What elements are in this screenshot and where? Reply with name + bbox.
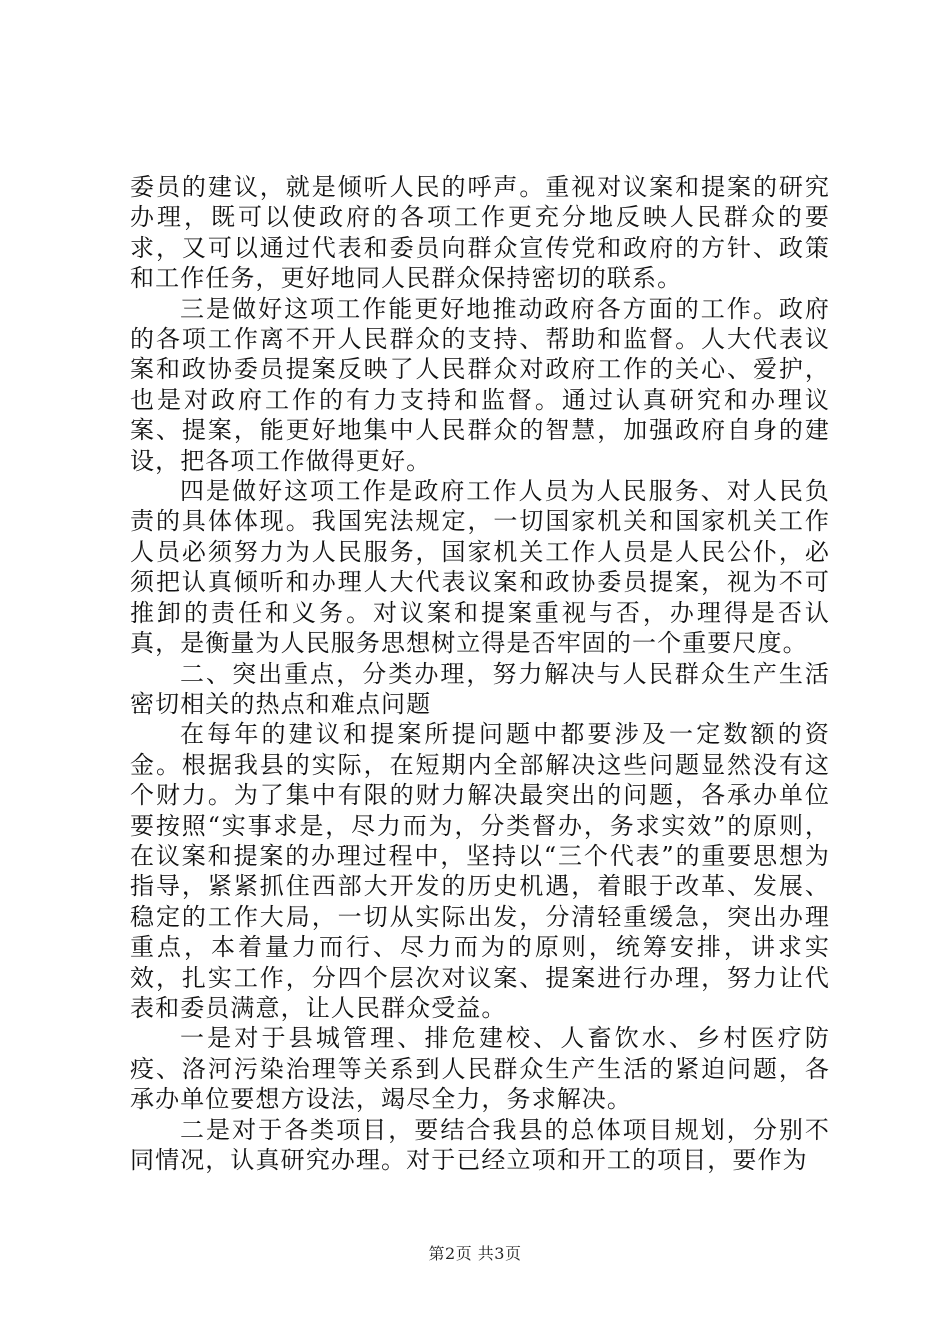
section-heading-two: 二、突出重点，分类办理，努力解决与人民群众生产生活密切相关的热点和难点问题 bbox=[130, 659, 830, 718]
paragraph-item-one: 一是对于县城管理、排危建校、人畜饮水、乡村医疗防疫、洛河污染治理等关系到人民群众生产生活的紧迫问题，各承办单位要想方设法，竭尽全力，务求解决。 bbox=[130, 1024, 830, 1114]
paragraph-point-four: 四是做好这项工作是政府工作人员为人民服务、对人民负责的具体体现。我国宪法规定，一切国家机关和国家机关工作人员必须努力为人民服务，国家机关工作人员是人民公仆，必须把认真倾听和办理人大代表议案和政协委员提案，视为不可推卸的责任和义务。对议案和提案重视与否，办理得是否认真，是衡量为人民服务思想树立得是否牢固的一个重要尺度。 bbox=[130, 477, 830, 658]
paragraph-funding: 在每年的建议和提案所提问题中都要涉及一定数额的资金。根据我县的实际，在短期内全部解决这些问题显然没有这个财力。为了集中有限的财力解决最突出的问题，各承办单位要按照“实事求是，尽力而为，分类督办，务求实效”的原则，在议案和提案的办理过程中，坚持以“三个代表”的重要思想为指导，紧紧抓住西部大开发的历史机遇，着眼于改革、发展、稳定的工作大局，一切从实际出发，分清轻重缓急，突出办理重点，本着量力而行、尽力而为的原则，统筹安排，讲求实效，扎实工作，分四个层次对议案、提案进行办理，努力让代表和委员满意，让人民群众受益。 bbox=[130, 720, 830, 1022]
paragraph-point-three: 三是做好这项工作能更好地推动政府各方面的工作。政府的各项工作离不开人民群众的支持、帮助和监督。人大代表议案和政协委员提案反映了人民群众对政府工作的关心、爱护，也是对政府工作的有力支持和监督。通过认真研究和办理议案、提案，能更好地集中人民群众的智慧，加强政府自身的建设，把各项工作做得更好。 bbox=[130, 294, 830, 475]
document-body bbox=[130, 172, 830, 1175]
paragraph-continuation: 委员的建议，就是倾听人民的呼声。重视对议案和提案的研究办理，既可以使政府的各项工作更充分地反映人民群众的要求，又可以通过代表和委员向群众宣传党和政府的方针、政策和工作任务，更好地同人民群众保持密切的联系。 bbox=[130, 173, 830, 293]
page-number-footer: 第2页 共3页 bbox=[428, 1244, 522, 1263]
paragraph-item-two: 二是对于各类项目，要结合我县的总体项目规划，分别不同情况，认真研究办理。对于已经立项和开工的项目，要作为 bbox=[130, 1115, 830, 1174]
